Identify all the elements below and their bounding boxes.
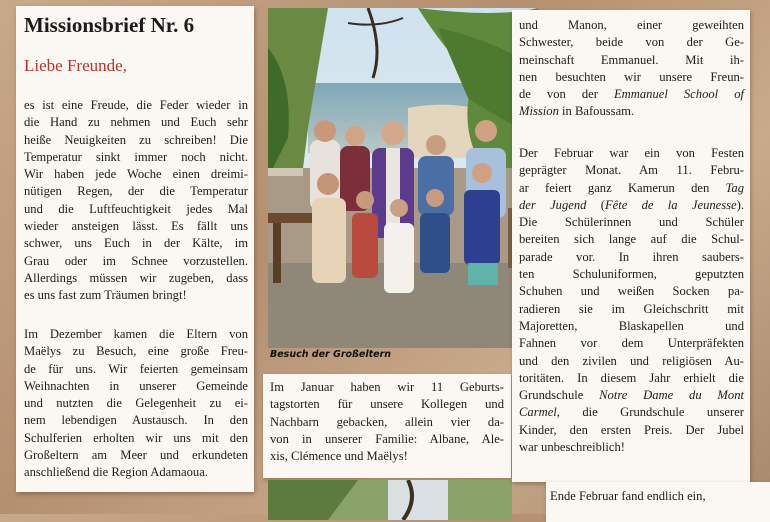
- text-line: Temperatur sinkt immer noch nicht.: [24, 149, 248, 164]
- text-line: Fahnen vor dem Unterpräfekten: [519, 336, 744, 351]
- january-paragraph: [270, 379, 504, 465]
- text-line: war unbeschreiblich!: [519, 440, 625, 455]
- text-line: [519, 404, 744, 421]
- text-line: bereiten sich lange auf die Schul-: [519, 232, 744, 247]
- text-line: nem lebendigen Austausch. In den: [24, 413, 248, 428]
- middle-text-panel: [263, 374, 511, 478]
- text-line: [519, 387, 744, 404]
- text-line: Der Februar war ein von Festen: [519, 146, 744, 160]
- text-line: Nachbarn gebacken, allein vier da-: [270, 414, 504, 429]
- school-name-cont: Mission: [519, 104, 559, 119]
- text-fragment: de von der: [519, 87, 614, 102]
- text-line: meinschaft Emmanuel. Mit ih-: [519, 52, 744, 67]
- text-fragment: ).: [736, 197, 744, 212]
- right-column-continuation: [546, 482, 770, 522]
- text-line: Schuhen und weißen Socken pa-: [519, 284, 744, 299]
- text-line: Die Schülerinnen und Schüler: [519, 215, 744, 230]
- visit-paragraph: [519, 17, 744, 121]
- school-name-cont: Carmel: [519, 405, 557, 420]
- text-line: Wir haben jede Woche einen dreimi-: [24, 167, 248, 182]
- text-line: schwer, uns Euch in der Kälte, im: [24, 236, 248, 251]
- text-line: wieder ansteigen lässt. Es fällt uns: [24, 219, 248, 234]
- text-line: von in unserer Familie: Albane, Ale-: [270, 431, 504, 446]
- holiday-name: Tag: [725, 180, 744, 195]
- text-line: nen besuchten wir unsere Freun-: [519, 69, 744, 84]
- right-column-panel: [512, 10, 750, 482]
- end-february-paragraph: [550, 488, 768, 505]
- december-paragraph: [24, 326, 248, 482]
- text-line: Grau oder im Schnee vorzustellen.: [24, 253, 248, 268]
- page-title: Missionsbrief Nr. 6: [24, 13, 195, 37]
- text-line: tagstorten für unsere Kollegen und: [270, 397, 504, 412]
- text-line: Kinder, den ersten Preis. Der Jubel: [519, 422, 744, 437]
- text-fragment: (: [586, 197, 605, 212]
- greeting: Liebe Freunde,: [24, 56, 127, 75]
- family-photo: [268, 8, 538, 348]
- text-line: Im Januar haben wir 11 Geburts-: [270, 380, 504, 394]
- text-line: radieren sie im Gleichschritt mit: [519, 301, 744, 316]
- text-line: heiße Neuigkeiten zu schreiben! Die: [24, 132, 248, 147]
- text-line: Maëlys zu Besuch, eine große Freu-: [24, 344, 248, 359]
- february-paragraph: [519, 145, 744, 456]
- text-line: [519, 180, 744, 197]
- text-line: Allerdings müssen wir zugeben, dass: [24, 270, 248, 285]
- text-line: und die Luftfeuchtigkeit jedes Mal: [24, 201, 248, 216]
- intro-paragraph: [24, 97, 248, 305]
- text-line: Schulferien erholten wir uns mit den: [24, 430, 248, 445]
- text-line: parade vor. In ihren saubers-: [519, 249, 744, 264]
- text-line: geprägter Monat. Am 11. Febru-: [519, 163, 744, 178]
- text-fragment: in Bafoussam.: [558, 104, 635, 119]
- text-line: und Manon, einer geweihten: [519, 18, 744, 32]
- text-line: und den zivilen und religiösen Au-: [519, 353, 744, 368]
- school-name: Emmanuel School of: [613, 87, 744, 102]
- holiday-name-fr: Fête de la Jeunesse: [604, 197, 737, 212]
- text-line: Weihnachten in unserer Gemeinde: [24, 378, 248, 393]
- holiday-name-cont: der Jugend: [519, 197, 587, 212]
- text-line: die Hand zu nehmen und Euch sehr: [24, 115, 248, 130]
- text-fragment: , die Grundschule unserer: [556, 405, 744, 420]
- text-line: es uns fast zum Träumen bringt!: [24, 288, 187, 303]
- photo-caption: Besuch der Großeltern: [270, 349, 392, 360]
- text-line: ten Schuluniformen, geputzten: [519, 267, 744, 282]
- text-line: [519, 103, 744, 120]
- text-line: toritäten. In diesem Jahr erhielt die: [519, 370, 744, 385]
- text-line: nütigen Regen, der die Temperatur: [24, 184, 248, 199]
- text-line: es ist eine Freude, die Feder wieder in: [24, 98, 248, 112]
- text-fragment: Grundschule: [519, 388, 600, 403]
- text-line: anschließend die Region Adamaoua.: [24, 465, 208, 480]
- text-line: und nutzten die Gelegenheit zu ei-: [24, 396, 248, 411]
- text-line: Schwester, beide von der Ge-: [519, 35, 744, 50]
- text-line: de für uns. Wir feierten gemeinsam: [24, 361, 248, 376]
- text-line: Im Dezember kamen die Eltern von: [24, 327, 248, 341]
- text-line: xis, Clémence und Maëlys!: [270, 449, 408, 464]
- school-name: Notre Dame du Mont: [599, 388, 744, 403]
- text-fragment: ar feiert ganz Kamerun den: [519, 180, 726, 195]
- text-line: Ende Februar fand endlich ein,: [550, 489, 706, 503]
- text-line: [519, 197, 744, 214]
- text-line: Majoretten, Blaskapellen und: [519, 318, 744, 333]
- left-column-panel: [16, 6, 254, 492]
- second-photo: [268, 480, 512, 520]
- text-line: Großeltern am Meer und erkundeten: [24, 448, 248, 463]
- text-line: [519, 86, 744, 103]
